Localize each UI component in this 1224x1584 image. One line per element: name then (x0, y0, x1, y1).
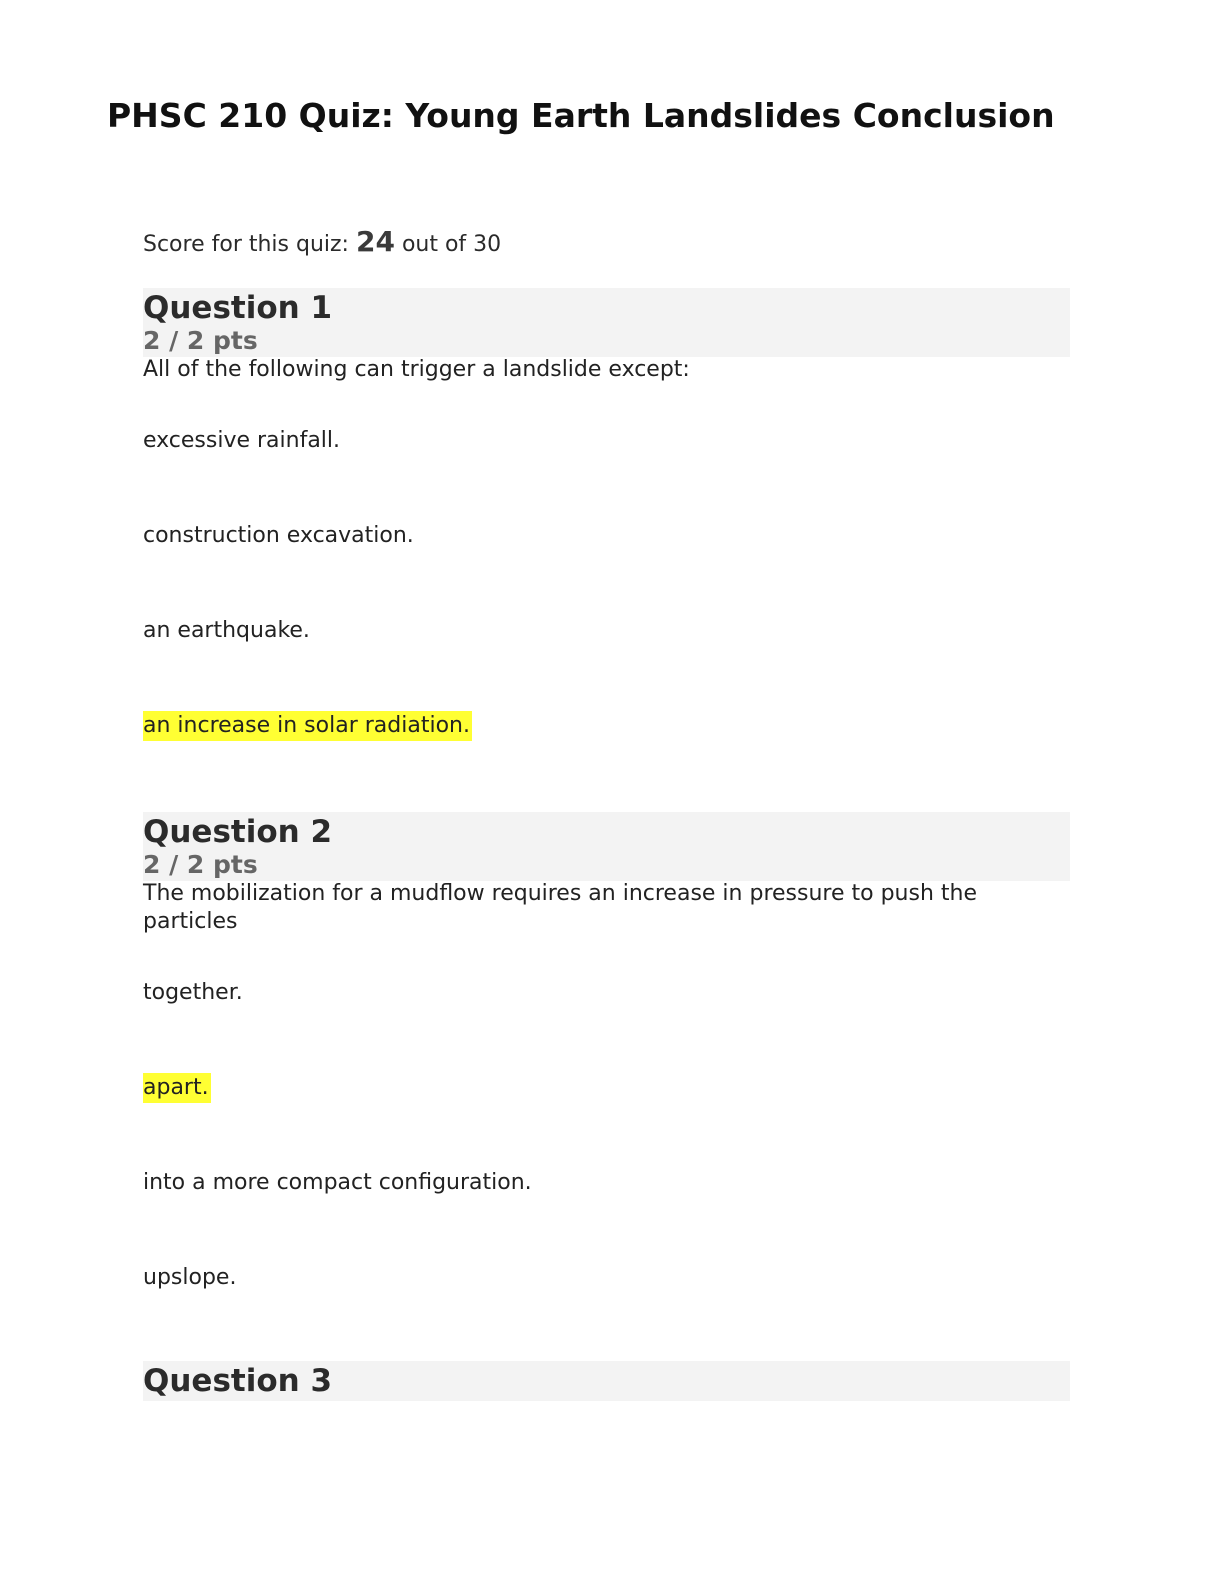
question-1-answer-2: construction excavation. (143, 523, 414, 548)
question-3-header (143, 1361, 1070, 1401)
question-3-title: Question 3 (143, 1363, 333, 1399)
question-2-answer-1: together. (143, 980, 243, 1005)
question-2-answer-3: into a more compact configuration. (143, 1170, 532, 1195)
score-value: 24 (355, 225, 395, 258)
question-1-answer-3: an earthquake. (143, 618, 310, 643)
score-prefix: Score for this quiz: (143, 232, 349, 257)
question-2-title: Question 2 (143, 814, 333, 850)
question-2-answer-2-selected: apart. (143, 1073, 211, 1103)
question-2-text: The mobilization for a mudflow requires an increase in pressure to push the particles (143, 881, 977, 934)
question-2-points: 2 / 2 pts (143, 850, 258, 879)
question-1-answer-1: excessive rainfall. (143, 428, 341, 453)
question-1-answer-4-selected: an increase in solar radiation. (143, 711, 472, 741)
question-1-text: All of the following can trigger a landslide except: (143, 357, 690, 382)
question-2-answer-4: upslope. (143, 1265, 237, 1290)
quiz-score (143, 226, 501, 261)
page-title: PHSC 210 Quiz: Young Earth Landslides Conclusion (107, 96, 1055, 135)
question-1-title: Question 1 (143, 290, 333, 326)
question-1-points: 2 / 2 pts (143, 326, 258, 355)
score-suffix: out of 30 (401, 232, 502, 257)
question-1-header (143, 288, 1070, 357)
question-2-header (143, 812, 1070, 881)
